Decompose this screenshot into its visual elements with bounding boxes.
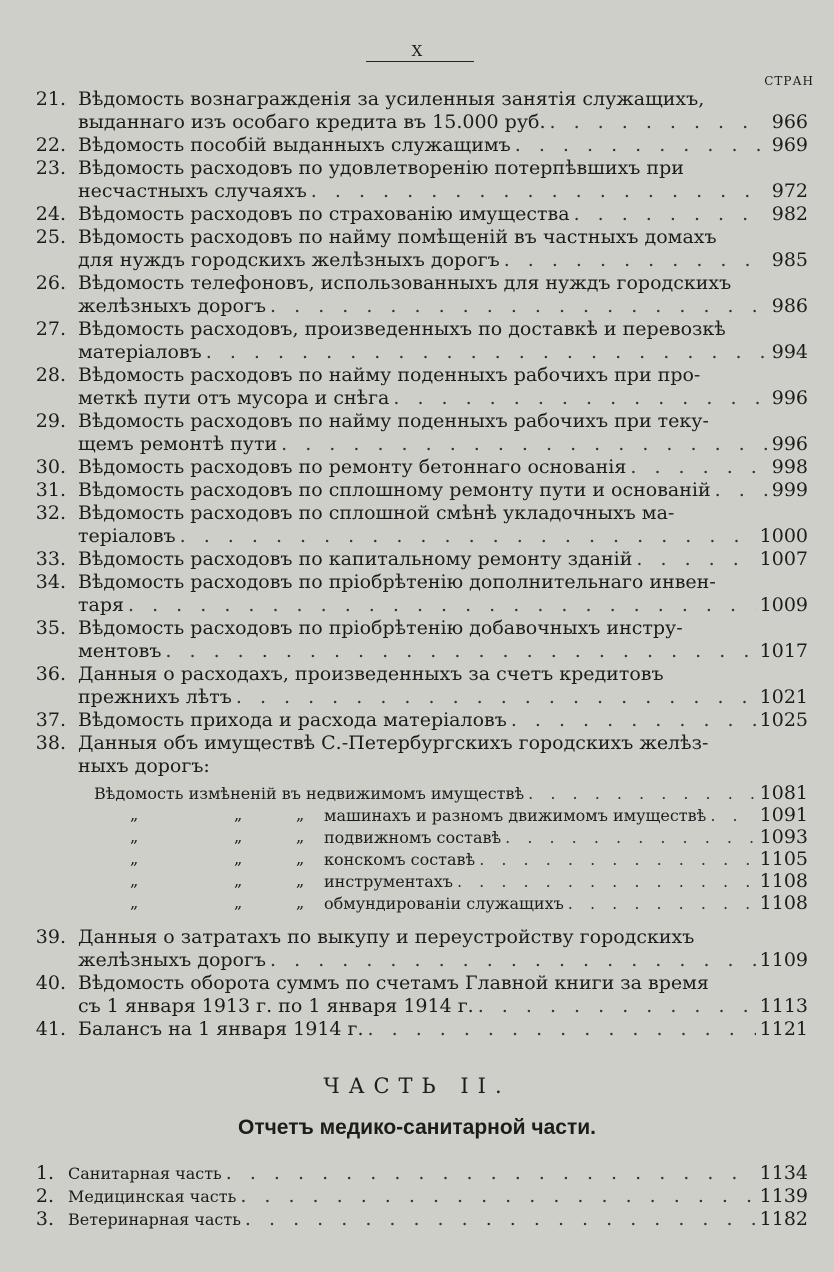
page-number: 1017: [759, 640, 808, 662]
entry-number: 22.: [35, 134, 66, 156]
toc-line: [78, 387, 808, 409]
dot-leader: [505, 827, 755, 849]
dot-leader: [528, 783, 755, 805]
toc-line: [78, 949, 808, 971]
toc-line: [78, 341, 808, 363]
entry-title: Вѣдомость расходовъ по найму поденныхъ рабочихъ при теку-: [78, 410, 709, 432]
toc-line: [78, 525, 808, 547]
entry-number: 23.: [35, 157, 66, 179]
entry-title: Вѣдомость расходовъ по капитальному ремонту зданій: [78, 548, 633, 570]
page-number: 972: [771, 180, 808, 202]
entry-number: 38.: [35, 732, 66, 754]
toc-line: [78, 249, 808, 271]
ditto-mark: „: [296, 805, 305, 824]
entry-number: 29.: [35, 410, 66, 432]
toc-line: [78, 755, 808, 777]
dot-leader: [240, 1185, 755, 1207]
dot-leader: [479, 849, 755, 871]
entry-number: 33.: [35, 548, 66, 570]
sub-entry-title: инструментахъ: [324, 872, 453, 891]
entry-number: 40.: [35, 972, 66, 994]
dot-leader: [710, 805, 755, 827]
dot-leader: [568, 893, 756, 915]
entry-title: Вѣдомость расходовъ по сплошной смѣнѣ укладочныхъ ма-: [78, 502, 675, 524]
entry-number: 32.: [35, 502, 66, 524]
toc-line: [35, 456, 808, 478]
dot-leader: [226, 1162, 756, 1184]
toc-line: [35, 1018, 808, 1040]
entry-title: Вѣдомость расходовъ по пріобрѣтенію добавочныхъ инстру-: [78, 617, 683, 639]
entry-title: Данныя объ имуществѣ С.-Петербургскихъ городскихъ желѣз-: [78, 732, 709, 754]
dot-leader: [715, 479, 768, 501]
entry-title: ментовъ: [78, 640, 162, 662]
toc-line: [35, 663, 808, 685]
toc-line: [78, 995, 808, 1017]
dot-leader: [457, 871, 756, 893]
entry-title: Санитарная часть: [68, 1164, 222, 1183]
page-number: 999: [771, 479, 808, 501]
page-number: 982: [771, 203, 808, 225]
toc-line: [35, 926, 808, 948]
ditto-mark: „: [296, 849, 305, 868]
entry-number: 41.: [35, 1018, 66, 1040]
dot-leader: [636, 548, 755, 570]
page-number: 1134: [759, 1162, 808, 1184]
dot-leader: [128, 594, 756, 616]
entry-number: 37.: [35, 709, 66, 731]
dot-leader: [270, 295, 768, 317]
ditto-mark: „: [234, 827, 243, 846]
toc-line: [35, 479, 808, 501]
toc-line: [35, 226, 808, 248]
ditto-mark: „: [296, 871, 305, 890]
dot-leader: [504, 249, 768, 271]
sub-entry-line: [130, 804, 808, 827]
entry-title: меткѣ пути отъ мусора и снѣга: [78, 387, 390, 409]
ditto-mark: „: [234, 893, 243, 912]
entry-title: Данныя о затратахъ по выкупу и переустройству городскихъ: [78, 926, 695, 948]
part-title: ЧАСТЬ II.: [323, 1074, 511, 1098]
ditto-mark: „: [296, 893, 305, 912]
toc-line: [78, 180, 808, 202]
toc-line: [35, 709, 808, 731]
dot-leader: [245, 1208, 756, 1230]
toc-line: [78, 686, 808, 708]
entry-title: прежнихъ лѣтъ: [78, 686, 232, 708]
dot-leader: [478, 995, 756, 1017]
entry-title: Вѣдомость оборота суммъ по счетамъ Главной книги за время: [78, 972, 709, 994]
dot-leader: [206, 341, 768, 363]
entry-number: 30.: [35, 456, 66, 478]
entry-number: 2.: [35, 1185, 54, 1207]
entry-title: Ветеринарная часть: [68, 1210, 241, 1229]
entry-title: Вѣдомость расходовъ по удовлетворенію потерпѣвшихъ при: [78, 157, 684, 179]
entry-title: таря: [78, 594, 124, 616]
entry-title: Вѣдомость прихода и расхода матеріаловъ: [78, 709, 507, 731]
entry-number: 34.: [35, 571, 66, 593]
dot-leader: [270, 949, 756, 971]
toc-line: [35, 410, 808, 432]
dot-leader: [550, 111, 768, 133]
page-number: 1093: [759, 826, 808, 848]
entry-number: 35.: [35, 617, 66, 639]
entry-number: 28.: [35, 364, 66, 386]
sub-entry-line: [130, 892, 808, 915]
ditto-mark: „: [130, 849, 139, 868]
entry-title: Медицинская часть: [68, 1187, 237, 1206]
section-title: Отчетъ медико-санитарной части.: [238, 1116, 596, 1139]
page-number: 1025: [759, 709, 808, 731]
dot-leader: [368, 1018, 756, 1040]
entry-title: желѣзныхъ дорогъ: [78, 295, 267, 317]
sub-entry-line: [130, 826, 808, 849]
dot-leader: [165, 640, 755, 662]
toc-line: [35, 318, 808, 340]
page-number: 998: [771, 456, 808, 478]
toc-line: [35, 617, 808, 639]
sub-entry-title: конскомъ составѣ: [324, 850, 476, 869]
page-number: 1108: [759, 892, 808, 914]
dot-leader: [511, 709, 756, 731]
page-number: 1009: [759, 594, 808, 616]
header-rule: [366, 61, 474, 62]
entry-number: 3.: [35, 1208, 54, 1230]
entry-number: 24.: [35, 203, 66, 225]
entry-title: матеріаловъ: [78, 341, 202, 363]
part-entry-line: [35, 1185, 808, 1208]
toc-line: [35, 134, 808, 156]
sub-entry-title: обмундированіи служащихъ: [324, 894, 564, 913]
entry-number: 25.: [35, 226, 66, 248]
dot-leader: [515, 134, 768, 156]
toc-line: [35, 157, 808, 179]
page-number: 996: [771, 387, 808, 409]
entry-title: Вѣдомость расходовъ по пріобрѣтенію дополнительнаго инвен-: [78, 571, 716, 593]
sub-entry-title: Вѣдомость измѣненій въ недвижимомъ имуществѣ: [94, 784, 525, 803]
entry-number: 26.: [35, 272, 66, 294]
entry-number: 36.: [35, 663, 66, 685]
page-number: 1000: [759, 525, 808, 547]
dot-leader: [311, 180, 768, 202]
entry-title: Балансъ на 1 января 1914 г.: [78, 1018, 364, 1040]
toc-line: [78, 640, 808, 662]
page-number: 1182: [759, 1208, 808, 1230]
ditto-mark: „: [130, 805, 139, 824]
toc-line: [35, 972, 808, 994]
page-number: 986: [771, 295, 808, 317]
ditto-mark: „: [296, 827, 305, 846]
page-number: 966: [771, 111, 808, 133]
page-number: 1021: [759, 686, 808, 708]
entry-title: для нуждъ городскихъ желѣзныхъ дорогъ: [78, 249, 500, 271]
entry-number: 27.: [35, 318, 66, 340]
page-number: 1105: [759, 848, 808, 870]
page-number: 969: [771, 134, 808, 156]
page-number: 1108: [759, 870, 808, 892]
page-column-label: СТРАН: [764, 74, 814, 88]
entry-title: Вѣдомость телефоновъ, использованныхъ для нуждъ городскихъ: [78, 272, 732, 294]
part-entry-line: [35, 1162, 808, 1185]
page-numeral: X: [411, 42, 423, 60]
dot-leader: [180, 525, 756, 547]
toc-line: [78, 295, 808, 317]
page-number: 1081: [759, 782, 808, 804]
entry-title: Вѣдомость расходовъ по найму помѣщеній въ частныхъ домахъ: [78, 226, 717, 248]
toc-line: [78, 594, 808, 616]
page-number: 994: [771, 341, 808, 363]
ditto-mark: „: [130, 893, 139, 912]
page-number: 985: [771, 249, 808, 271]
entry-title: Вѣдомость расходовъ, произведенныхъ по доставкѣ и перевозкѣ: [78, 318, 726, 340]
entry-title: Вѣдомость расходовъ по сплошному ремонту пути и основаній: [78, 479, 711, 501]
entry-title: Вѣдомость расходовъ по найму поденныхъ рабочихъ при про-: [78, 364, 701, 386]
toc-line: [35, 364, 808, 386]
entry-title: Вѣдомость расходовъ по страхованію имущества: [78, 203, 570, 225]
toc-line: [35, 272, 808, 294]
page-number: 1109: [759, 949, 808, 971]
entry-number: 21.: [35, 88, 66, 110]
dot-leader: [393, 387, 767, 409]
dot-leader: [281, 433, 768, 455]
ditto-mark: „: [234, 805, 243, 824]
entry-number: 1.: [35, 1162, 54, 1184]
sub-entry-line: [94, 782, 808, 805]
part-entry-line: [35, 1208, 808, 1231]
toc-line: [35, 502, 808, 524]
page-number: 1113: [759, 995, 808, 1017]
toc-line: [35, 571, 808, 593]
entry-title: теріаловъ: [78, 525, 176, 547]
ditto-mark: „: [130, 871, 139, 890]
toc-line: [78, 111, 808, 133]
ditto-mark: „: [234, 871, 243, 890]
sub-entry-line: [130, 870, 808, 893]
dot-leader: [236, 686, 756, 708]
dot-leader: [630, 456, 767, 478]
entry-title: желѣзныхъ дорогъ: [78, 949, 267, 971]
dot-leader: [574, 203, 768, 225]
entry-title: ныхъ дорогъ:: [78, 755, 210, 777]
page-number: 1121: [759, 1018, 808, 1040]
page-number: 1139: [759, 1185, 808, 1207]
toc-line: [35, 732, 808, 754]
page-number: 996: [771, 433, 808, 455]
ditto-mark: „: [234, 849, 243, 868]
entry-title: Данныя о расходахъ, произведенныхъ за счетъ кредитовъ: [78, 663, 664, 685]
sub-entry-line: [130, 848, 808, 871]
toc-line: [35, 548, 808, 570]
entry-number: 39.: [35, 926, 66, 948]
entry-title: Вѣдомость расходовъ по ремонту бетоннаго основанія: [78, 456, 627, 478]
entry-title: несчастныхъ случаяхъ: [78, 180, 307, 202]
entry-title: съ 1 января 1913 г. по 1 января 1914 г.: [78, 995, 474, 1017]
page-number: 1091: [759, 804, 808, 826]
sub-entry-title: подвижномъ составѣ: [324, 828, 502, 847]
ditto-mark: „: [130, 827, 139, 846]
toc-line: [78, 433, 808, 455]
sub-entry-title: машинахъ и разномъ движимомъ имуществѣ: [324, 806, 707, 825]
entry-title: Вѣдомость пособій выданныхъ служащимъ: [78, 134, 511, 156]
toc-line: [35, 88, 808, 110]
entry-title: выданнаго изъ особаго кредита въ 15.000 руб.: [78, 111, 546, 133]
toc-line: [35, 203, 808, 225]
entry-title: Вѣдомость вознагражденія за усиленныя занятія служащихъ,: [78, 88, 705, 110]
entry-number: 31.: [35, 479, 66, 501]
page-number: 1007: [759, 548, 808, 570]
entry-title: щемъ ремонтѣ пути: [78, 433, 278, 455]
